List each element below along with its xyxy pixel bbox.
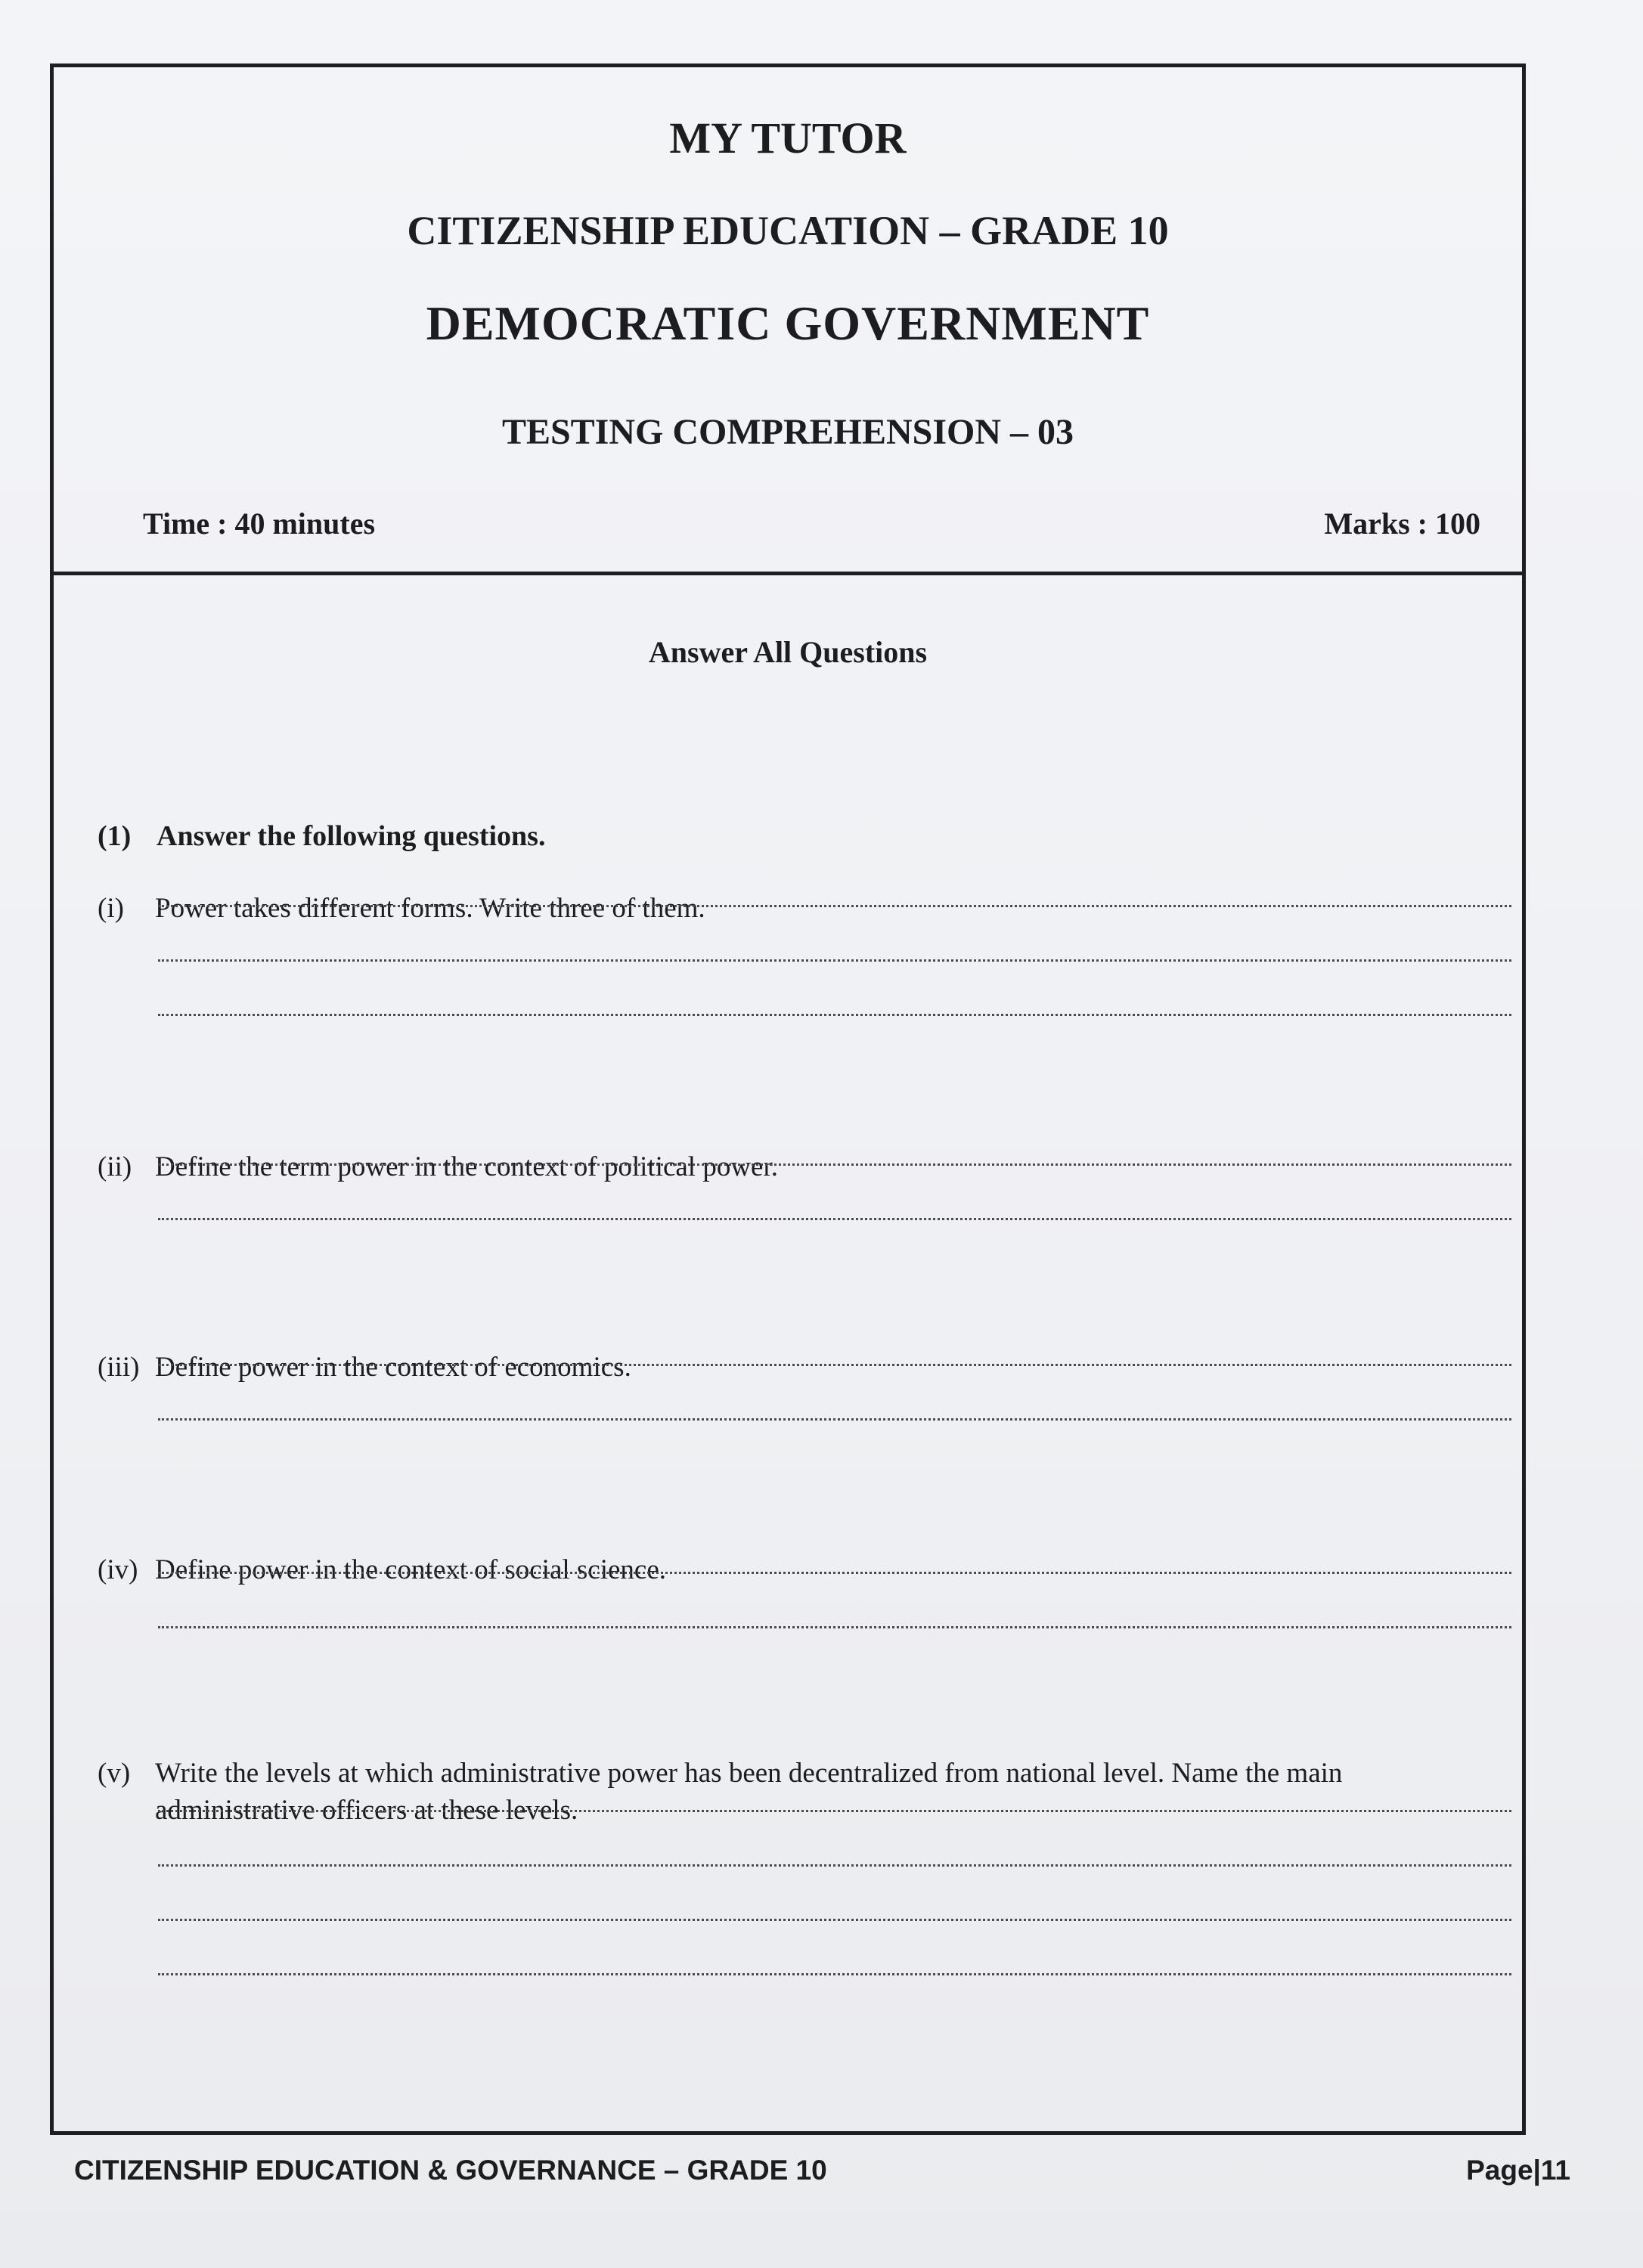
answer-line[interactable] xyxy=(158,1810,1511,1812)
question-text: Define power in the context of social science. xyxy=(155,1554,667,1585)
question-number: (i) xyxy=(98,893,124,924)
page-number: Page|11 xyxy=(1466,2155,1570,2186)
question-number: (iv) xyxy=(98,1554,138,1585)
answer-line[interactable] xyxy=(158,1218,1511,1220)
section-number: (1) xyxy=(98,820,132,852)
answer-line[interactable] xyxy=(158,1572,1511,1574)
answer-line[interactable] xyxy=(158,1163,1511,1166)
answer-line[interactable] xyxy=(158,1864,1511,1867)
test-title: TESTING COMPREHENSION – 03 xyxy=(501,412,1074,452)
question-number: (ii) xyxy=(98,1151,132,1182)
answer-line[interactable] xyxy=(158,1014,1511,1016)
subject-title: CITIZENSHIP EDUCATION – GRADE 10 xyxy=(407,208,1169,253)
answer-line[interactable] xyxy=(158,959,1511,962)
page-border xyxy=(50,64,1526,2135)
answer-line[interactable] xyxy=(158,905,1511,907)
question-number: (iii) xyxy=(98,1352,140,1383)
answer-line[interactable] xyxy=(158,1973,1511,1975)
section-heading xyxy=(98,820,545,853)
instructions: Answer All Questions xyxy=(648,635,928,669)
answer-line[interactable] xyxy=(158,1364,1511,1366)
time-label: Time : 40 minutes xyxy=(143,507,376,541)
question-text: Write the levels at which administrative power has been decentralized from national level. Name the main administrative officers at these levels. xyxy=(155,1758,1343,1826)
question-text: Define power in the context of economics. xyxy=(155,1352,631,1383)
marks-label: Marks : 100 xyxy=(1324,507,1480,541)
answer-line[interactable] xyxy=(158,1919,1511,1921)
header-box xyxy=(54,67,1522,575)
answer-line[interactable] xyxy=(158,1626,1511,1628)
question-text: Power takes different forms. Write three of them. xyxy=(155,893,705,924)
question-text: Define the term power in the context of political power. xyxy=(155,1151,779,1182)
footer-title: CITIZENSHIP EDUCATION & GOVERNANCE – GRADE 10 xyxy=(74,2155,827,2186)
topic-title: DEMOCRATIC GOVERNMENT xyxy=(426,296,1150,350)
tutor-title: MY TUTOR xyxy=(669,113,907,163)
answer-line[interactable] xyxy=(158,1418,1511,1421)
section-title-text: Answer the following questions. xyxy=(157,820,546,852)
question-number: (v) xyxy=(98,1758,131,1789)
